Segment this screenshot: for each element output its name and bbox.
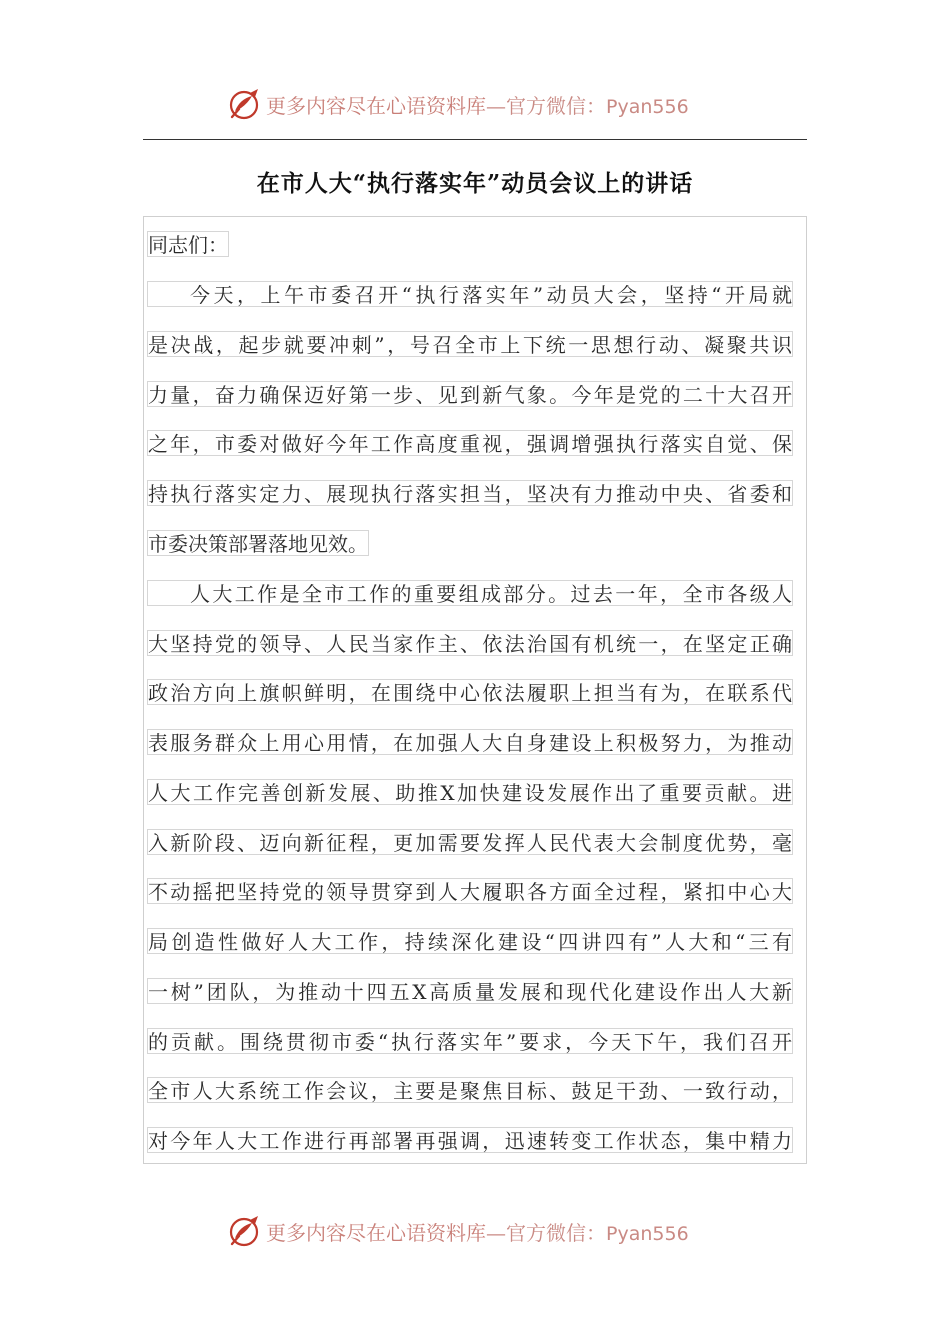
document-title: 在市人大“执行落实年”动员会议上的讲话 [256,170,694,197]
text-line: 人大工作完善创新发展、助推X加快建设发展作出了重要贡献。进 [148,781,792,805]
banner-separator: — [486,1220,506,1245]
text-line: 市委决策部署落地见效。 [148,532,368,556]
text-line: 政治方向上旗帜鲜明，在围绕中心依法履职上担当有为，在联系代 [148,681,792,705]
banner-wechat-id: Pyan556 [606,95,689,118]
text-line: 今天，上午市委召开“执行落实年”动员大会，坚持“开局就 [147,281,793,307]
text-line: 全市人大系统工作会议，主要是聚焦目标、鼓足干劲、一致行动， [148,1079,792,1103]
text-line: 局创造性做好人大工作，持续深化建设“四讲四有”人大和“三有 [148,930,792,954]
text-line: 力量，奋力确保迈好第一步、见到新气象。今年是党的二十大召开 [148,383,792,407]
banner-separator: — [486,93,506,118]
text-line: 人大工作是全市工作的重要组成部分。过去一年，全市各级人 [147,580,793,606]
text-line: 之年，市委对做好今年工作高度重视，强调增强执行落实自觉、保 [148,432,792,456]
footer-banner-text [266,1217,689,1246]
text-line: 表服务群众上用心用情，在加强人大自身建设上积极努力，为推动 [148,731,792,755]
header-banner-content [228,84,689,124]
text-line: 入新阶段、迈向新征程，更加需要发挥人民代表大会制度优势，毫 [148,831,792,855]
salutation: 同志们： [148,233,228,257]
pen-logo-icon [228,1214,262,1248]
text-line: 的贡献。围绕贯彻市委“执行落实年”要求，今天下午，我们召开 [148,1030,792,1054]
text-line: 是决战，起步就要冲刺”，号召全市上下统一思想行动、凝聚共识 [148,333,792,357]
text-line: 持执行落实定力、展现执行落实担当，坚决有力推动中央、省委和 [148,482,792,506]
banner-site-name: 更多内容尽在心语资料库 [266,1220,486,1245]
text-line: 对今年人大工作进行再部署再强调，迅速转变工作状态，集中精力 [148,1129,792,1153]
text-line: 大坚持党的领导、人民当家作主、依法治国有机统一，在坚定正确 [148,632,792,656]
text-line: 一树”团队，为推动十四五X高质量发展和现代化建设作出人大新 [148,980,792,1004]
banner-wechat-label: 官方微信： [506,93,606,118]
header-banner [0,84,950,124]
footer-banner-content [228,1211,689,1251]
text-line: 不动摇把坚持党的领导贯穿到人大履职各方面全过程，紧扣中心大 [148,880,792,904]
banner-site-name: 更多内容尽在心语资料库 [266,93,486,118]
footer-banner [0,1211,950,1251]
header-divider [143,139,807,140]
pen-logo-icon [228,87,262,121]
header-banner-text [266,90,689,119]
banner-wechat-id: Pyan556 [606,1222,689,1245]
banner-wechat-label: 官方微信： [506,1220,606,1245]
